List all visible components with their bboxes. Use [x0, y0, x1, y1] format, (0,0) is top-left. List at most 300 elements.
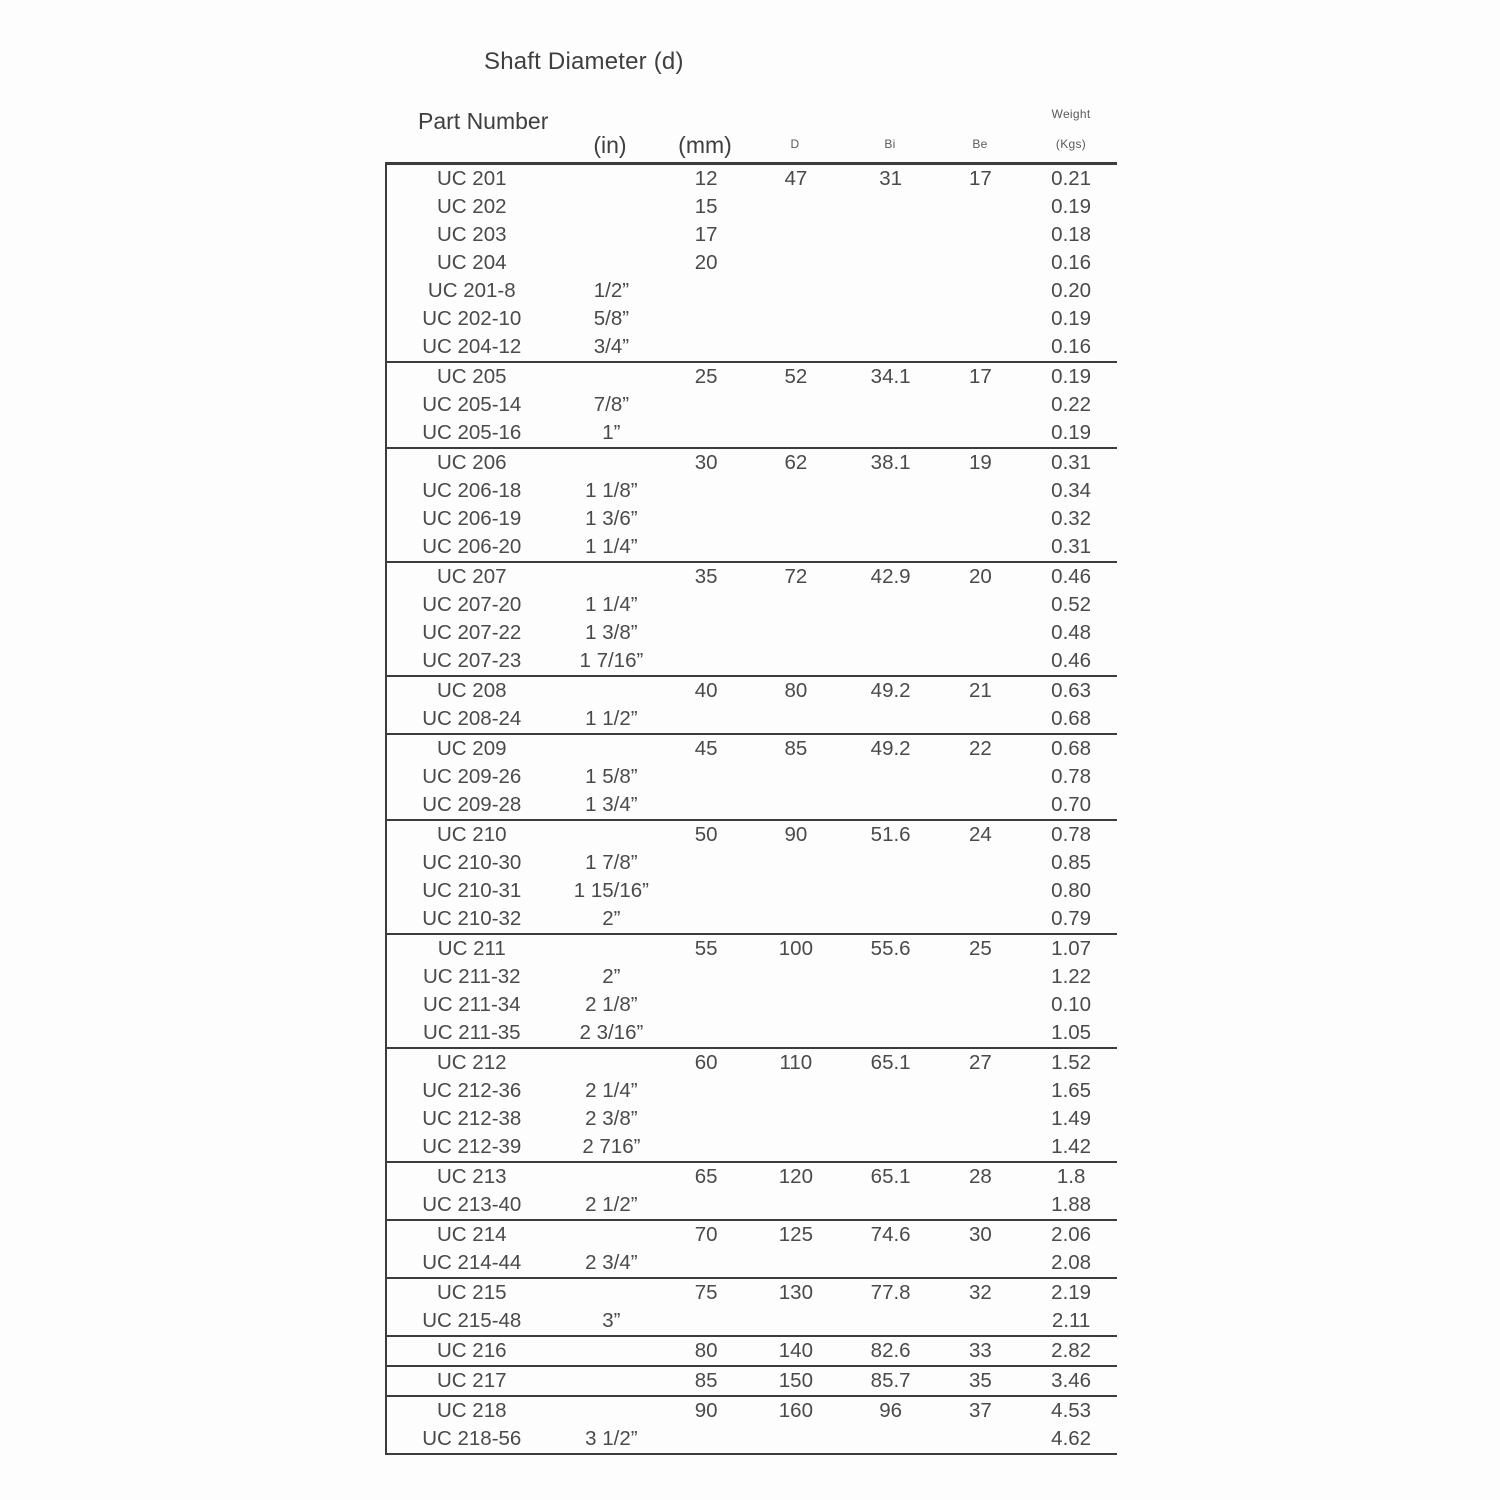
cell-kg: 4.62 [1051, 1427, 1092, 1450]
cell-d: 100 [778, 937, 813, 960]
cell-in: 1 1/2” [585, 707, 638, 730]
cell-in [557, 1279, 667, 1307]
cell-be: 19 [968, 451, 992, 474]
table-row [387, 647, 1117, 675]
cell-in: 2” [602, 907, 621, 930]
cell-part: UC 218 [437, 1399, 507, 1422]
cell-in [557, 165, 667, 193]
cell-in [557, 449, 667, 477]
cell-be [936, 1425, 1026, 1453]
cell-be: 20 [968, 565, 992, 588]
cell-d: 47 [784, 167, 808, 190]
cell-mm [666, 1249, 746, 1277]
table-group [387, 1367, 1117, 1397]
cell-be: 32 [968, 1281, 992, 1304]
cell-part: UC 211-32 [422, 965, 521, 988]
table-row [387, 1019, 1117, 1047]
cell-kg: 2.19 [1051, 1281, 1092, 1304]
cell-part: UC 209-28 [422, 793, 522, 816]
cell-in [557, 1221, 667, 1249]
cell-d: 80 [784, 679, 808, 702]
cell-be [936, 1191, 1026, 1219]
cell-part: UC 213-40 [422, 1193, 522, 1216]
cell-part: UC 210-30 [422, 851, 522, 874]
table-row [387, 363, 1117, 391]
cell-be: 21 [968, 679, 992, 702]
table-row [387, 591, 1117, 619]
cell-mm: 60 [694, 1051, 718, 1074]
cell-kg: 1.42 [1051, 1135, 1092, 1158]
cell-kg: 0.85 [1051, 851, 1092, 874]
cell-d [746, 905, 846, 933]
cell-part: UC 201-8 [427, 279, 516, 302]
cell-in [557, 821, 667, 849]
cell-part: UC 201 [437, 167, 507, 190]
cell-in: 2 1/4” [585, 1079, 638, 1102]
cell-be [936, 477, 1026, 505]
cell-kg: 0.80 [1051, 879, 1092, 902]
cell-kg: 0.34 [1051, 479, 1092, 502]
table-row [387, 877, 1117, 905]
cell-mm [666, 877, 746, 905]
cell-be: 35 [968, 1369, 992, 1392]
cell-kg: 0.68 [1051, 707, 1092, 730]
cell-d [746, 477, 846, 505]
table-row [387, 705, 1117, 733]
cell-bi [846, 333, 936, 361]
cell-mm [666, 705, 746, 733]
cell-in: 2 1/2” [585, 1193, 638, 1216]
cell-in [557, 221, 667, 249]
cell-bi [846, 277, 936, 305]
table-row [387, 249, 1117, 277]
table-row [387, 477, 1117, 505]
cell-d [746, 849, 846, 877]
cell-be [936, 391, 1026, 419]
table-row [387, 419, 1117, 447]
cell-part: UC 204-12 [422, 335, 522, 358]
cell-bi: 42.9 [870, 565, 911, 588]
cell-d [746, 277, 846, 305]
bi-column-header: Bi [884, 137, 896, 151]
cell-part: UC 216 [437, 1339, 507, 1362]
cell-mm: 35 [694, 565, 718, 588]
cell-mm: 55 [694, 937, 718, 960]
weight-unit-header: (Kgs) [1055, 137, 1087, 151]
cell-bi: 82.6 [870, 1339, 911, 1362]
cell-in: 2 3/4” [585, 1251, 638, 1274]
cell-kg: 1.52 [1051, 1051, 1092, 1074]
table-group [387, 1221, 1117, 1279]
table-row [387, 1077, 1117, 1105]
table-row [387, 1367, 1117, 1395]
cell-part: UC 207-22 [422, 621, 522, 644]
cell-part: UC 214 [437, 1223, 507, 1246]
cell-mm: 65 [694, 1165, 718, 1188]
cell-bi [846, 477, 936, 505]
cell-in: 2 1/8” [585, 993, 638, 1016]
table-row [387, 821, 1117, 849]
cell-kg: 1.65 [1051, 1079, 1092, 1102]
table-body [385, 162, 1117, 1455]
cell-bi: 31 [879, 167, 903, 190]
cell-part: UC 207-20 [422, 593, 522, 616]
weight-column-header: Weight [1051, 107, 1091, 121]
table-group [387, 1163, 1117, 1221]
cell-bi [846, 193, 936, 221]
cell-part: UC 205-14 [422, 393, 522, 416]
cell-kg: 0.79 [1051, 907, 1092, 930]
cell-part: UC 212-39 [422, 1135, 522, 1158]
cell-part: UC 207-23 [422, 649, 522, 672]
cell-in: 1 7/16” [579, 649, 644, 672]
cell-d [746, 1133, 846, 1161]
cell-mm: 30 [694, 451, 718, 474]
cell-be [936, 333, 1026, 361]
cell-d [746, 877, 846, 905]
table-row [387, 763, 1117, 791]
cell-be: 25 [968, 937, 992, 960]
cell-in: 1” [602, 421, 621, 444]
cell-mm: 50 [694, 823, 718, 846]
table-row [387, 677, 1117, 705]
cell-kg: 2.06 [1051, 1223, 1092, 1246]
table-group [387, 449, 1117, 563]
cell-mm [666, 905, 746, 933]
cell-in: 1 5/8” [585, 765, 638, 788]
cell-mm [666, 963, 746, 991]
cell-be [936, 1019, 1026, 1047]
cell-in: 1 3/4” [585, 793, 638, 816]
cell-part: UC 211 [437, 937, 506, 960]
table-group [387, 363, 1117, 449]
cell-be [936, 221, 1026, 249]
cell-mm [666, 1105, 746, 1133]
cell-be: 30 [968, 1223, 992, 1246]
cell-d [746, 1307, 846, 1335]
cell-kg: 0.31 [1051, 535, 1092, 558]
cell-bi [846, 1019, 936, 1047]
cell-mm [666, 333, 746, 361]
table-row [387, 1425, 1117, 1453]
cell-mm: 70 [694, 1223, 718, 1246]
cell-mm: 15 [694, 195, 718, 218]
cell-be [936, 877, 1026, 905]
cell-bi: 85.7 [870, 1369, 911, 1392]
cell-bi [846, 647, 936, 675]
cell-kg: 0.78 [1051, 765, 1092, 788]
cell-d [746, 705, 846, 733]
cell-be [936, 1133, 1026, 1161]
cell-bi [846, 877, 936, 905]
cell-bi: 65.1 [870, 1165, 911, 1188]
be-column-header: Be [972, 137, 988, 151]
cell-bi [846, 221, 936, 249]
cell-d [746, 791, 846, 819]
cell-in: 1 7/8” [585, 851, 638, 874]
cell-d [746, 193, 846, 221]
cell-in [557, 1367, 667, 1395]
cell-part: UC 209-26 [422, 765, 522, 788]
cell-bi: 96 [879, 1399, 903, 1422]
cell-be [936, 1077, 1026, 1105]
cell-mm: 20 [694, 251, 718, 274]
inches-column-header: (in) [593, 132, 627, 158]
cell-in: 1/2” [593, 279, 630, 302]
cell-mm: 90 [694, 1399, 718, 1422]
table-row [387, 963, 1117, 991]
cell-part: UC 215 [437, 1281, 507, 1304]
cell-part: UC 208-24 [422, 707, 522, 730]
table-group [387, 1049, 1117, 1163]
table-row [387, 1049, 1117, 1077]
cell-kg: 2.11 [1051, 1309, 1091, 1332]
cell-d [746, 1191, 846, 1219]
cell-d [746, 763, 846, 791]
cell-mm [666, 791, 746, 819]
cell-be [936, 991, 1026, 1019]
cell-part: UC 206 [437, 451, 507, 474]
cell-be: 17 [968, 167, 992, 190]
table-group [387, 563, 1117, 677]
cell-be [936, 249, 1026, 277]
cell-bi [846, 305, 936, 333]
cell-bi [846, 991, 936, 1019]
table-group [387, 677, 1117, 735]
cell-be [936, 533, 1026, 561]
cell-d [746, 1019, 846, 1047]
table-row [387, 333, 1117, 361]
cell-part: UC 217 [437, 1369, 507, 1392]
cell-kg: 0.70 [1051, 793, 1092, 816]
cell-part: UC 203 [437, 223, 507, 246]
cell-be [936, 619, 1026, 647]
cell-be [936, 1307, 1026, 1335]
cell-be [936, 505, 1026, 533]
cell-bi: 77.8 [870, 1281, 911, 1304]
cell-kg: 0.48 [1051, 621, 1092, 644]
cell-in [557, 249, 667, 277]
page-title: Shaft Diameter (d) [484, 48, 684, 75]
cell-be [936, 763, 1026, 791]
cell-mm [666, 763, 746, 791]
cell-kg: 0.46 [1051, 649, 1092, 672]
cell-bi [846, 391, 936, 419]
cell-part: UC 206-20 [422, 535, 522, 558]
cell-mm [666, 1425, 746, 1453]
table-row [387, 533, 1117, 561]
cell-mm [666, 991, 746, 1019]
table-row [387, 849, 1117, 877]
cell-be [936, 1105, 1026, 1133]
cell-part: UC 210-32 [422, 907, 522, 930]
cell-be [936, 849, 1026, 877]
cell-mm [666, 1133, 746, 1161]
cell-kg: 1.07 [1051, 937, 1092, 960]
cell-kg: 0.22 [1051, 393, 1092, 416]
cell-bi [846, 1191, 936, 1219]
cell-mm [666, 391, 746, 419]
table-group [387, 935, 1117, 1049]
cell-bi: 51.6 [870, 823, 911, 846]
cell-in: 1 15/16” [573, 879, 649, 902]
cell-in: 5/8” [593, 307, 630, 330]
cell-bi [846, 505, 936, 533]
table-row [387, 619, 1117, 647]
cell-bi [846, 419, 936, 447]
cell-in: 1 1/4” [585, 593, 638, 616]
cell-mm: 25 [694, 365, 718, 388]
cell-mm [666, 419, 746, 447]
cell-bi: 55.6 [870, 937, 911, 960]
cell-bi [846, 905, 936, 933]
cell-part: UC 213 [437, 1165, 507, 1188]
table-row [387, 735, 1117, 763]
cell-kg: 0.19 [1051, 307, 1092, 330]
cell-kg: 0.78 [1051, 823, 1092, 846]
cell-part: UC 211-34 [422, 993, 521, 1016]
cell-be: 24 [968, 823, 992, 846]
cell-kg: 0.19 [1051, 365, 1092, 388]
d-column-header: D [790, 137, 800, 151]
cell-mm: 75 [694, 1281, 718, 1304]
part-number-column-header: Part Number [418, 108, 549, 134]
cell-in [557, 363, 667, 391]
cell-mm: 80 [694, 1339, 718, 1362]
cell-be [936, 419, 1026, 447]
cell-part: UC 210 [437, 823, 507, 846]
table-row [387, 905, 1117, 933]
cell-mm [666, 505, 746, 533]
cell-bi [846, 1077, 936, 1105]
cell-be: 17 [968, 365, 992, 388]
table-row [387, 935, 1117, 963]
cell-d: 85 [784, 737, 808, 760]
cell-be [936, 963, 1026, 991]
cell-in [557, 735, 667, 763]
cell-d [746, 305, 846, 333]
cell-bi [846, 705, 936, 733]
cell-kg: 0.19 [1051, 195, 1092, 218]
cell-d [746, 591, 846, 619]
cell-mm [666, 647, 746, 675]
cell-in [557, 1337, 667, 1365]
cell-be [936, 591, 1026, 619]
cell-bi [846, 849, 936, 877]
cell-bi: 49.2 [870, 737, 911, 760]
millimeters-column-header: (mm) [678, 132, 732, 158]
cell-d: 120 [778, 1165, 813, 1188]
table-group [387, 1279, 1117, 1337]
cell-mm [666, 849, 746, 877]
cell-in: 1 1/4” [585, 535, 638, 558]
cell-d [746, 963, 846, 991]
cell-bi [846, 763, 936, 791]
table-row [387, 563, 1117, 591]
table-row [387, 305, 1117, 333]
cell-in: 2 716” [582, 1135, 641, 1158]
table-row [387, 449, 1117, 477]
cell-part: UC 202 [437, 195, 507, 218]
cell-mm [666, 1307, 746, 1335]
table-row [387, 991, 1117, 1019]
cell-kg: 2.08 [1051, 1251, 1092, 1274]
cell-d: 160 [778, 1399, 813, 1422]
table-group [387, 1337, 1117, 1367]
cell-mm [666, 1191, 746, 1219]
cell-kg: 0.46 [1051, 565, 1092, 588]
cell-kg: 0.16 [1051, 335, 1092, 358]
cell-bi: 38.1 [870, 451, 911, 474]
cell-kg: 0.10 [1051, 993, 1092, 1016]
table-row [387, 1163, 1117, 1191]
cell-d: 52 [784, 365, 808, 388]
cell-be [936, 305, 1026, 333]
cell-in: 3” [602, 1309, 621, 1332]
cell-part: UC 206-19 [422, 507, 522, 530]
cell-d [746, 1077, 846, 1105]
cell-d: 140 [778, 1339, 813, 1362]
cell-mm [666, 1077, 746, 1105]
cell-d [746, 1249, 846, 1277]
cell-part: UC 204 [437, 251, 507, 274]
cell-d: 125 [778, 1223, 813, 1246]
cell-bi [846, 619, 936, 647]
cell-d: 150 [778, 1369, 813, 1392]
cell-bi [846, 1133, 936, 1161]
cell-mm: 85 [694, 1369, 718, 1392]
cell-d [746, 1425, 846, 1453]
cell-in: 1 3/8” [585, 621, 638, 644]
cell-d [746, 391, 846, 419]
cell-in [557, 1397, 667, 1425]
cell-in [557, 935, 667, 963]
cell-mm [666, 533, 746, 561]
table-row [387, 791, 1117, 819]
cell-part: UC 202-10 [422, 307, 522, 330]
cell-kg: 1.22 [1051, 965, 1092, 988]
table-row [387, 165, 1117, 193]
table-row [387, 221, 1117, 249]
table-row [387, 1105, 1117, 1133]
cell-part: UC 212-38 [422, 1107, 522, 1130]
cell-part: UC 212 [437, 1051, 507, 1074]
cell-kg: 0.20 [1051, 279, 1092, 302]
cell-in [557, 1163, 667, 1191]
cell-in: 7/8” [593, 393, 630, 416]
cell-bi [846, 533, 936, 561]
cell-kg: 0.21 [1051, 167, 1092, 190]
cell-kg: 4.53 [1051, 1399, 1092, 1422]
cell-d: 110 [779, 1051, 813, 1074]
cell-mm [666, 477, 746, 505]
cell-in [557, 677, 667, 705]
table-row [387, 1221, 1117, 1249]
cell-part: UC 208 [437, 679, 507, 702]
table-row [387, 1307, 1117, 1335]
cell-kg: 1.05 [1051, 1021, 1092, 1044]
cell-part: UC 212-36 [422, 1079, 522, 1102]
table-row [387, 1397, 1117, 1425]
cell-part: UC 205 [437, 365, 507, 388]
cell-be [936, 647, 1026, 675]
cell-bi [846, 1307, 936, 1335]
cell-bi [846, 1425, 936, 1453]
cell-d [746, 647, 846, 675]
table-group [387, 1397, 1117, 1455]
cell-d [746, 505, 846, 533]
table-row [387, 1279, 1117, 1307]
